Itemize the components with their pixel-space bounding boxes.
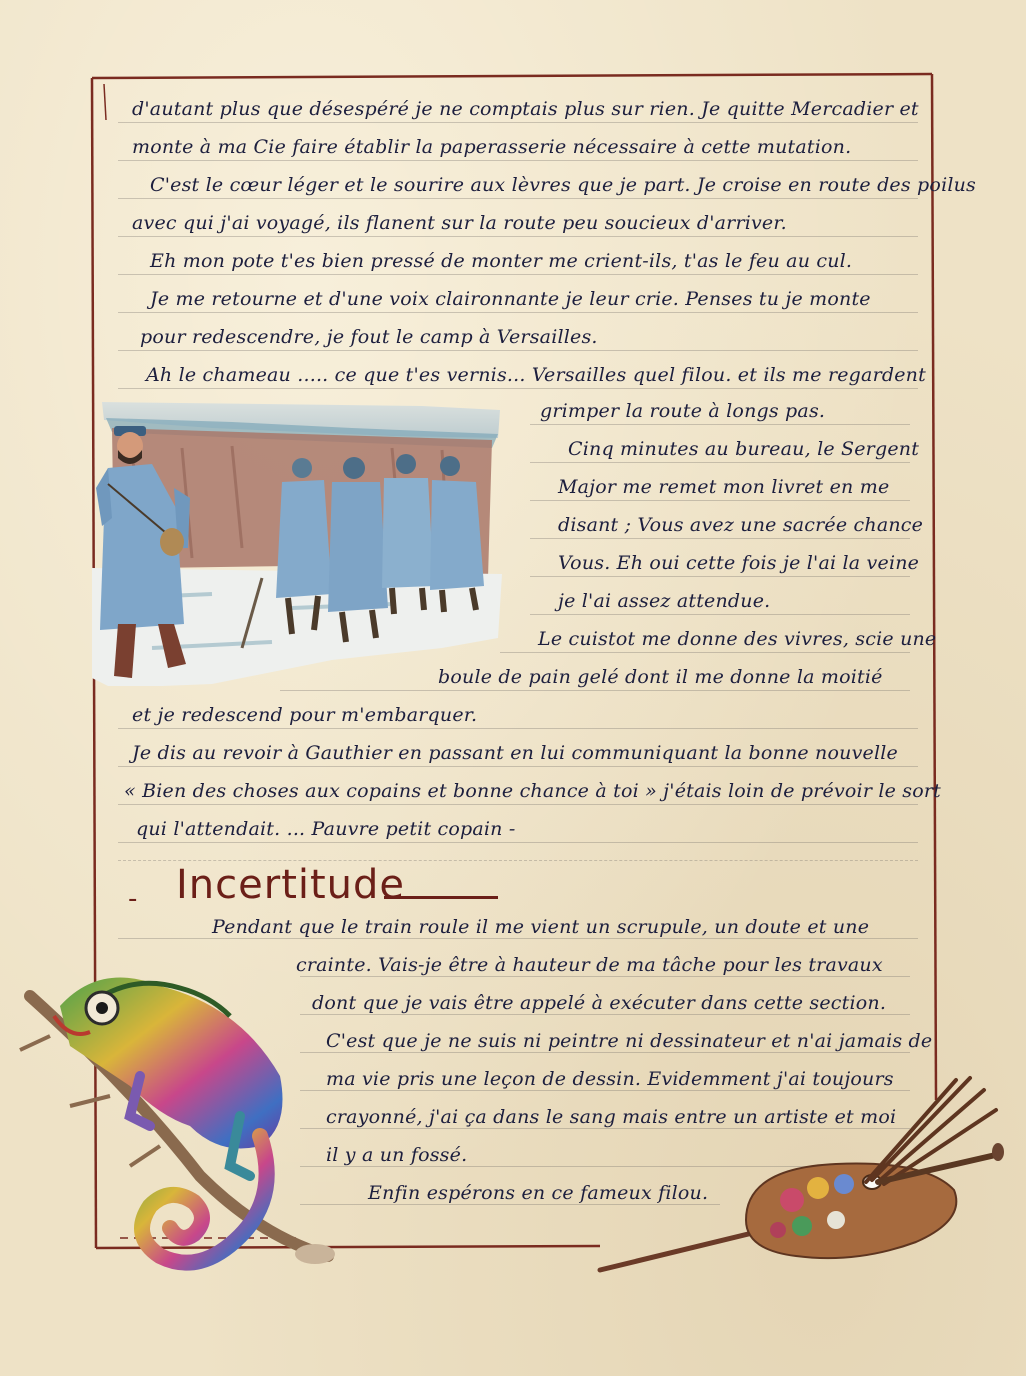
text-line: Je dis au revoir à Gauthier en passant en lui communiquant la bonne nouvelle — [132, 742, 898, 764]
text-line: Pendant que le train roule il me vient un scrupule, un doute et une — [212, 916, 870, 938]
heading-dash: - — [128, 884, 138, 914]
text-line: disant ; Vous avez une sacrée chance — [558, 514, 924, 536]
text-line: crainte. Vais-je être à hauteur de ma tâche pour les travaux — [296, 954, 883, 976]
text-line: qui l'attendait. ... Pauvre petit copain - — [136, 818, 516, 840]
text-line: crayonné, j'ai ça dans le sang mais entre un artiste et moi — [326, 1106, 897, 1128]
text-line: Enfin espérons en ce fameux filou. — [368, 1182, 709, 1204]
text-line: Ah le chameau ..... ce que t'es vernis... Versailles quel filou. et ils me regardent — [146, 364, 926, 386]
text-line: je l'ai assez attendue. — [558, 590, 771, 612]
chameleon-illustration — [10, 966, 340, 1300]
text-line: il y a un fossé. — [326, 1144, 468, 1166]
soldiers-illustration — [92, 398, 504, 686]
heading-underline — [384, 896, 498, 899]
text-line: Cinq minutes au bureau, le Sergent — [568, 438, 920, 460]
text-line: Le cuistot me donne des vivres, scie une — [538, 628, 937, 650]
text-line: pour redescendre, je fout le camp à Versailles. — [140, 326, 598, 348]
text-line: monte à ma Cie faire établir la paperasserie nécessaire à cette mutation. — [132, 136, 852, 158]
text-line: d'autant plus que désespéré je ne comptais plus sur rien. Je quitte Mercadier et — [132, 98, 919, 120]
text-line: et je redescend pour m'embarquer. — [132, 704, 478, 726]
text-line: Major me remet mon livret en me — [558, 476, 890, 498]
text-line: grimper la route à longs pas. — [540, 400, 826, 422]
text-line: Je me retourne et d'une voix claironnante je leur crie. Penses tu je monte — [150, 288, 871, 310]
text-line: avec qui j'ai voyagé, ils flanent sur la route peu soucieux d'arriver. — [132, 212, 787, 234]
text-line: boule de pain gelé dont il me donne la moitié — [438, 666, 883, 688]
text-line: Eh mon pote t'es bien pressé de monter me crient-ils, t'as le feu au cul. — [150, 250, 853, 272]
text-line: C'est le cœur léger et le sourire aux lèvres que je part. Je croise en route des poilus — [150, 174, 977, 196]
section-heading: Incertitude — [176, 862, 406, 908]
text-line: dont que je vais être appelé à exécuter dans cette section. — [312, 992, 887, 1014]
text-line: « Bien des choses aux copains et bonne chance à toi » j'étais loin de prévoir le sort — [124, 780, 942, 802]
text-line: ma vie pris une leçon de dessin. Evidemment j'ai toujours — [326, 1068, 894, 1090]
text-line: C'est que je ne suis ni peintre ni dessinateur et n'ai jamais de — [326, 1030, 933, 1052]
text-line: Vous. Eh oui cette fois je l'ai la veine — [558, 552, 920, 574]
palette-illustration — [596, 1070, 1006, 1280]
